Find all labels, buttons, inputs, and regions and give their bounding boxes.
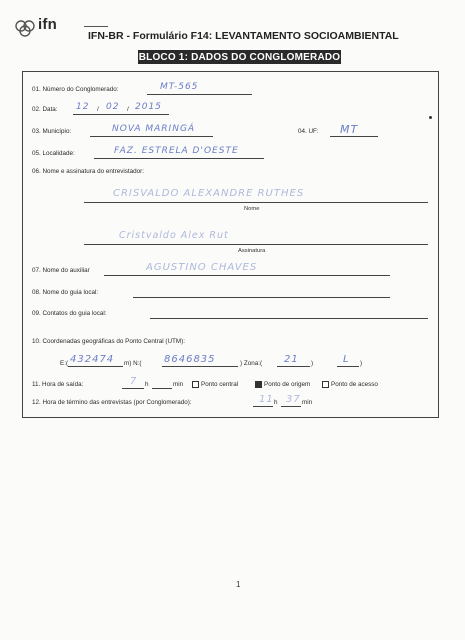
field-line-fuso <box>277 366 310 367</box>
field-data-month[interactable]: 02 <box>106 102 120 112</box>
option-ponto-origem: Ponto de origem <box>264 381 311 388</box>
checkbox-ponto-origem[interactable] <box>255 381 262 388</box>
label-conglomerado: 01. Número do Conglomerado: <box>32 86 119 93</box>
label-guia-local: 08. Nome do guia local: <box>32 289 99 296</box>
label-min-suffix: min <box>173 381 184 388</box>
field-hora-termino-min[interactable]: 37 <box>286 394 301 405</box>
label-zona-close: ) <box>360 360 363 367</box>
field-entrevistador-nome[interactable]: CRISVALDO ALEXANDRE RUTHES <box>113 188 305 199</box>
field-line-hora-termino-min <box>281 406 301 407</box>
label-termino-min-suffix: min <box>302 399 313 406</box>
label-contatos-guia: 09. Contatos do guia local: <box>32 310 107 317</box>
label-zona: ) <box>311 360 314 367</box>
field-entrevistador-assinatura[interactable]: Cristvaldo Alex Rut <box>119 230 229 241</box>
label-termino-h-suffix: h <box>274 399 278 406</box>
data-separator-2: / <box>127 106 129 113</box>
field-uf[interactable]: MT <box>340 123 359 136</box>
field-line-zona <box>337 366 359 367</box>
caption-assinatura: Assinatura <box>238 248 266 254</box>
block-banner: BLOCO 1: DADOS DO CONGLOMERADO <box>138 51 341 63</box>
field-fuso[interactable]: 21 <box>284 354 299 365</box>
field-line-contatos-guia <box>150 318 428 319</box>
field-line-coord-e <box>68 366 123 367</box>
field-line-auxiliar <box>104 275 390 276</box>
label-coord-n: m) N:( <box>124 360 142 367</box>
field-conglomerado[interactable]: MT-565 <box>160 82 199 92</box>
label-localidade: 05. Localidade: <box>32 150 75 157</box>
field-line-hora-termino-h <box>253 406 273 407</box>
label-uf: 04. UF: <box>298 128 319 135</box>
field-line-conglomerado <box>147 94 252 95</box>
label-fuso: ) Zona:( <box>240 360 263 367</box>
field-data-year[interactable]: 2015 <box>135 102 162 112</box>
field-line-data <box>73 114 169 115</box>
label-auxiliar: 07. Nome do auxiliar <box>32 267 90 274</box>
field-coord-n[interactable]: 8646835 <box>164 354 216 365</box>
field-line-municipio <box>90 136 213 137</box>
checkbox-ponto-central[interactable] <box>192 381 199 388</box>
field-line-entrevistador-assinatura <box>84 244 428 245</box>
label-hora-termino: 12. Hora de término das entrevistas (por Conglomerado): <box>32 399 192 406</box>
logo-divider <box>84 26 108 27</box>
label-entrevistador: 06. Nome e assinatura do entrevistador: <box>32 168 145 175</box>
field-zona[interactable]: L <box>343 354 350 365</box>
field-coord-e[interactable]: 432474 <box>70 354 115 365</box>
checkbox-ponto-acesso[interactable] <box>322 381 329 388</box>
field-hora-termino-h[interactable]: 11 <box>259 394 274 405</box>
label-municipio: 03. Município: <box>32 128 72 135</box>
label-h-suffix: h <box>145 381 149 388</box>
caption-nome: Nome <box>244 206 260 212</box>
label-data: 02. Data: <box>32 106 58 113</box>
form-title: IFN-BR - Formulário F14: LEVANTAMENTO SOCIOAMBIENTAL <box>88 30 399 42</box>
option-ponto-central: Ponto central <box>201 381 239 388</box>
field-line-hora-saida-h <box>122 388 144 389</box>
field-municipio[interactable]: NOVA MARINGÁ <box>112 124 196 134</box>
label-coordenadas: 10. Coordenadas geográficas do Ponto Central (UTM): <box>32 338 185 345</box>
field-line-localidade <box>94 158 264 159</box>
field-data-day[interactable]: 12 <box>76 102 90 112</box>
label-hora-saida: 11. Hora de saída: <box>32 381 84 388</box>
page-number: 1 <box>236 580 241 589</box>
field-line-entrevistador-nome <box>84 202 428 203</box>
option-ponto-acesso: Ponto de acesso <box>331 381 378 388</box>
label-coord-e: E:( <box>60 360 69 367</box>
field-localidade[interactable]: FAZ. ESTRELA D'OESTE <box>114 146 239 156</box>
field-line-coord-n <box>162 366 238 367</box>
field-line-uf <box>330 136 378 137</box>
field-hora-saida-h[interactable]: 7 <box>130 376 138 387</box>
logo-text: ifn <box>38 16 57 33</box>
field-line-hora-saida-min <box>152 388 172 389</box>
data-separator-1: / <box>97 106 99 113</box>
field-line-guia-local <box>133 297 390 298</box>
stray-mark <box>429 116 432 119</box>
field-auxiliar[interactable]: AGUSTINO CHAVES <box>146 262 258 273</box>
